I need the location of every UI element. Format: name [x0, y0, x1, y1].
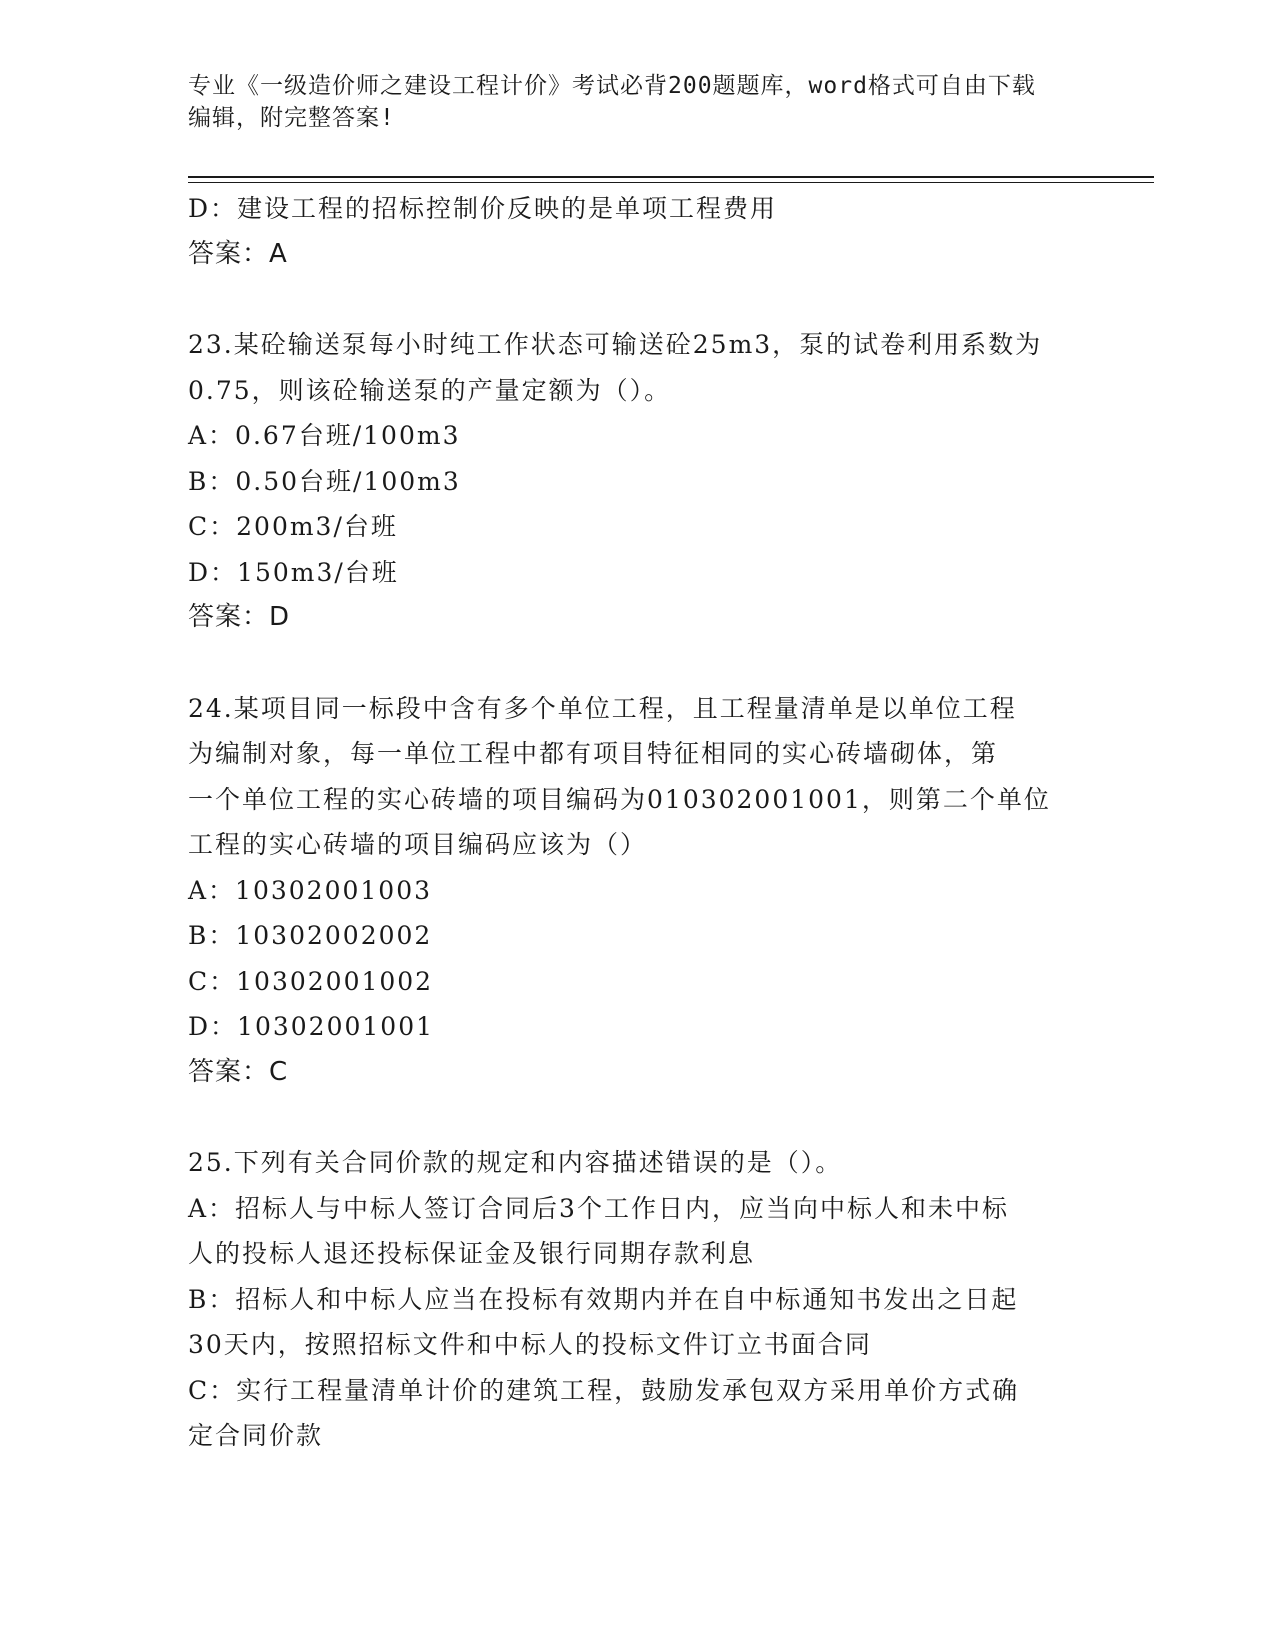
header-rule-thick [188, 176, 1154, 178]
option-b: B：10302002002 [188, 921, 433, 950]
option-b-cont: 30天内，按照招标文件和中标人的投标文件订立书面合同 [188, 1330, 872, 1359]
question-stem: 24.某项目同一标段中含有多个单位工程，且工程量清单是以单位工程 [188, 693, 1017, 723]
option-d: D：150m3/台班 [188, 557, 399, 587]
answer: 答案：A [188, 238, 288, 269]
option-d: D：建设工程的招标控制价反映的是单项工程费用 [188, 194, 778, 223]
page-header [188, 70, 1088, 134]
answer: 答案：D [188, 602, 291, 632]
question-stem: 为编制对象，每一单位工程中都有项目特征相同的实心砖墙砌体，第 [188, 739, 999, 768]
question-22-tail [188, 186, 1088, 277]
option-c: C：实行工程量清单计价的建筑工程，鼓励发承包双方采用单价方式确 [188, 1375, 1020, 1405]
option-c: C：200m3/台班 [188, 512, 398, 541]
answer: 答案：C [188, 1056, 289, 1087]
option-c: C：10302001002 [188, 966, 434, 996]
question-24 [188, 686, 1088, 1096]
option-b: B：招标人和中标人应当在投标有效期内并在自中标通知书发出之日起 [188, 1284, 1019, 1314]
option-a: A：0.67台班/100m3 [188, 421, 461, 450]
option-d: D：10302001001 [188, 1012, 435, 1041]
question-stem: 一个单位工程的实心砖墙的项目编码为010302001001，则第二个单位 [188, 784, 1051, 814]
question-25 [188, 1140, 1088, 1459]
spacer [188, 1095, 1088, 1140]
question-23 [188, 322, 1088, 641]
question-stem: 工程的实心砖墙的项目编码应该为（） [188, 830, 648, 859]
question-stem: 0.75，则该砼输送泵的产量定额为（）。 [188, 375, 672, 405]
spacer [188, 277, 1088, 322]
spacer [188, 641, 1088, 686]
option-b: B：0.50台班/100m3 [188, 466, 461, 496]
option-a: A：招标人与中标人签订合同后3个工作日内，应当向中标人和未中标 [188, 1193, 1009, 1223]
header-rule-thin [188, 182, 1154, 183]
option-c-cont: 定合同价款 [188, 1421, 324, 1450]
option-a: A：10302001003 [188, 875, 433, 905]
question-stem: 23.某砼输送泵每小时纯工作状态可输送砼25m3，泵的试卷利用系数为 [188, 330, 1043, 359]
document-body [188, 186, 1088, 1459]
header-line-1: 专业《一级造价师之建设工程计价》考试必背200题题库，word格式可自由下载 [188, 73, 1036, 99]
option-a-cont: 人的投标人退还投标保证金及银行同期存款利息 [188, 1239, 756, 1268]
question-stem: 25.下列有关合同价款的规定和内容描述错误的是（）。 [188, 1148, 843, 1177]
header-line-2: 编辑，附完整答案! [188, 105, 395, 131]
